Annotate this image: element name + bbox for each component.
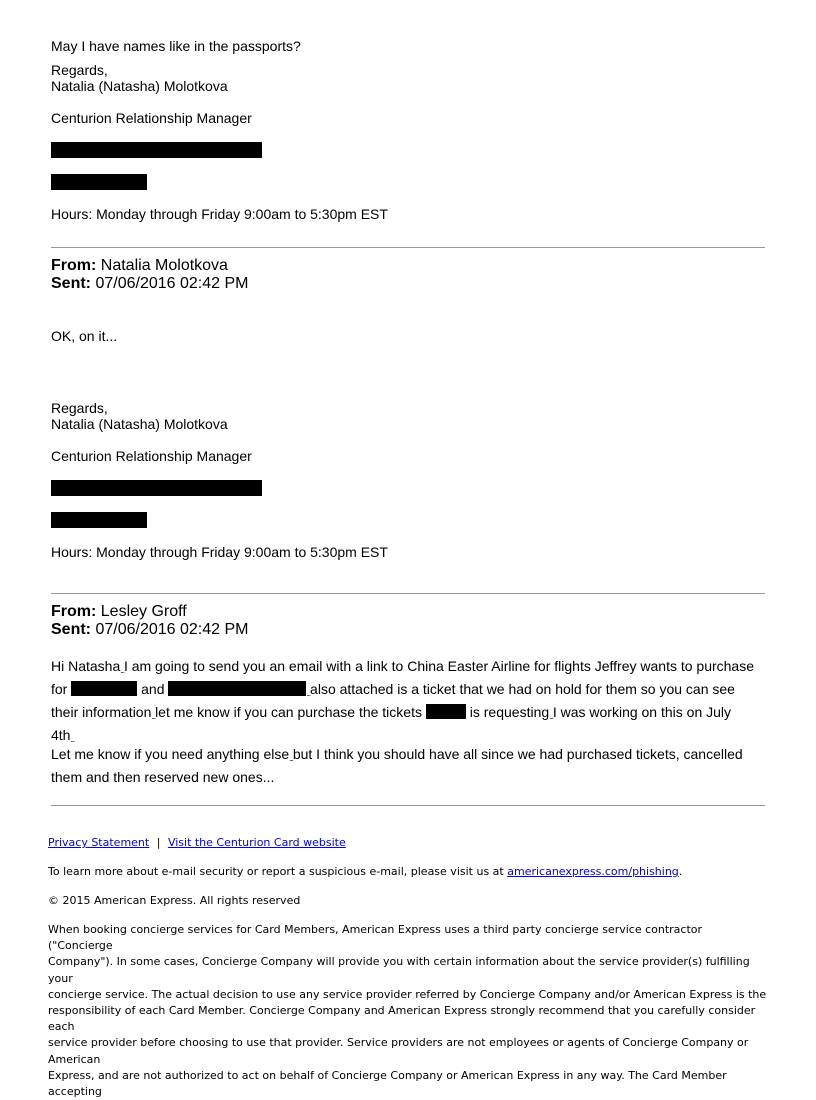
email1-sig-name: Natalia (Natasha) Molotkova [51, 78, 228, 94]
text-run: Hi Natasha [51, 658, 121, 674]
legal-line: responsibility of each Card Member. Concierge Company and American Express strongly recommend that you carefully consider each [48, 1004, 756, 1034]
text-run: but I think you should have all since we had purchased tickets, cancelled [292, 746, 743, 762]
sent-label: Sent: [51, 275, 91, 292]
email2-sig-name: Natalia (Natasha) Molotkova [51, 416, 228, 432]
ellipsis: ... [289, 754, 293, 763]
ellipsis: ... [306, 689, 311, 698]
email2-hours: Hours: Monday through Friday 9:00am to 5:30pm EST [51, 544, 388, 560]
period: . [678, 865, 683, 878]
legal-line: concierge service. The actual decision to use any service provider referred by Concierge Company and/or American Express is the [48, 987, 767, 1001]
divider [51, 805, 765, 806]
email1-sig-title: Centurion Relationship Manager [51, 110, 252, 126]
email3-paragraph-2 [51, 745, 771, 786]
redaction-block [71, 681, 137, 696]
centurion-website-link[interactable]: Visit the Centurion Card website [167, 836, 346, 849]
text-run: and [141, 681, 165, 697]
email3-from-name: Lesley Groff [100, 603, 187, 620]
ellipsis: ... [70, 735, 75, 744]
email2-from-line [51, 257, 228, 275]
text-run: 4th [51, 727, 71, 743]
footer-copyright: © 2015 American Express. All rights reserved [48, 894, 301, 907]
email3-paragraph-1 [51, 657, 771, 749]
legal-line: Express, and are not authorized to act on behalf of Concierge Company or American Express in any way. The Card Member accepting [48, 1068, 727, 1099]
footer-security-notice [48, 865, 682, 878]
text-run: I am going to send you an email with a link to China Easter Airline for flights Jeffrey wants to purchase [123, 658, 755, 674]
redaction-block [426, 704, 466, 719]
email2-sig-regards: Regards, [51, 400, 108, 416]
email3-sent-line [51, 621, 248, 639]
ellipsis: ... [549, 712, 553, 721]
footer-legal-text [48, 922, 770, 1100]
email2-sent-value: 07/06/2016 02:42 PM [95, 275, 249, 292]
email1-hours: Hours: Monday through Friday 9:00am to 5:30pm EST [51, 206, 388, 222]
privacy-statement-link[interactable]: Privacy Statement [48, 836, 150, 849]
ellipsis: ... [120, 666, 124, 675]
sent-label: Sent: [51, 621, 91, 638]
email2-body: OK, on it... [51, 328, 118, 344]
redaction-block [51, 142, 262, 158]
footer-links [48, 836, 346, 849]
text-run: is requesting [469, 704, 550, 720]
email2-sig-title: Centurion Relationship Manager [51, 448, 252, 464]
ellipsis: ... [151, 712, 156, 721]
email3-from-line [51, 603, 187, 621]
redaction-block [51, 480, 262, 496]
email2-sent-line [51, 275, 248, 293]
redaction-block [51, 512, 147, 528]
text-run: also attached is a ticket that we had on hold for them so you can see [310, 681, 735, 697]
legal-line: When booking concierge services for Card Members, American Express uses a third party concierge service contractor ("Concierge [48, 923, 703, 953]
divider [51, 247, 765, 248]
redaction-block [168, 681, 306, 696]
redaction-block [51, 174, 147, 190]
from-label: From: [51, 603, 97, 620]
legal-line: service provider before choosing to use that provider. Service providers are not employees or agents of Concierge Company or American [48, 1036, 749, 1066]
link-separator: | [156, 836, 161, 849]
text-run: their information [51, 704, 152, 720]
security-text: To learn more about e-mail security or report a suspicious e-mail, please visit us at [48, 865, 504, 878]
text-run: for [51, 681, 68, 697]
text-run: I was working on this on July [552, 704, 732, 720]
email2-from-name: Natalia Molotkova [100, 257, 228, 274]
legal-line: Company"). In some cases, Concierge Company will provide you with certain information about the service provider(s) fulfilling your [48, 955, 750, 985]
text-run: let me know if you can purchase the tickets [155, 704, 422, 720]
email1-question: May I have names like in the passports? [51, 38, 301, 54]
email1-sig-regards: Regards, [51, 62, 108, 78]
phishing-link[interactable]: americanexpress.com/phishing [507, 865, 679, 878]
email3-sent-value: 07/06/2016 02:42 PM [95, 621, 249, 638]
text-run: Let me know if you need anything else [51, 746, 290, 762]
text-run: them and then reserved new ones... [51, 769, 275, 785]
divider [51, 593, 765, 594]
from-label: From: [51, 257, 97, 274]
